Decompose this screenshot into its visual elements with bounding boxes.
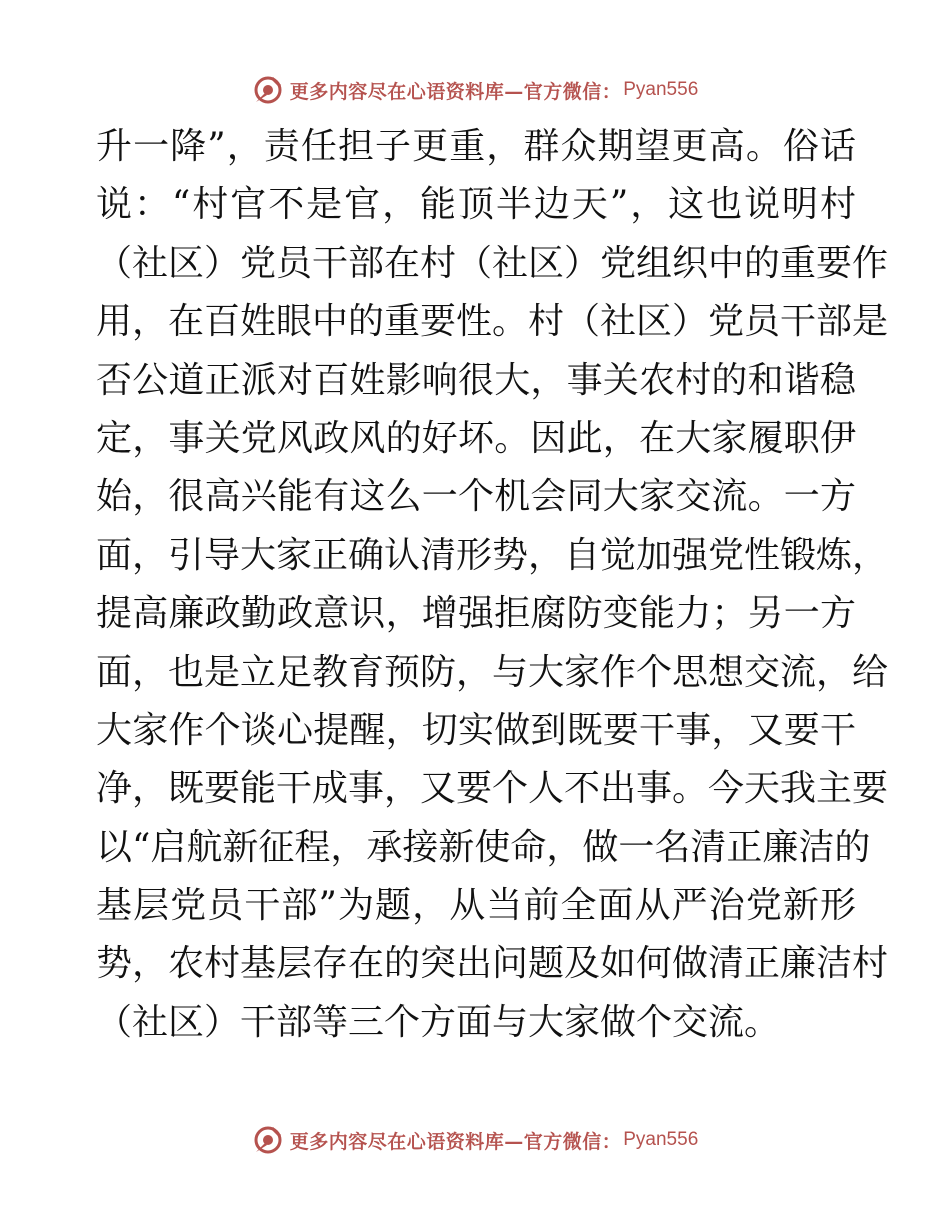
red-pen-logo-icon	[252, 74, 284, 106]
body-line: 升一降”，责任担子更重，群众期望更高。俗话	[96, 126, 856, 167]
footer-banner	[0, 1120, 950, 1160]
body-line: 以“启航新征程，承接新使命，做一名清正廉洁的	[96, 826, 871, 868]
body-line: 净，既要能干成事，又要个人不出事。今天我主要	[96, 768, 889, 810]
body-line: （社区）干部等三个方面与大家做个交流。	[96, 1001, 781, 1043]
footer-text: 更多内容尽在心语资料库—官方微信：	[289, 1130, 622, 1153]
body-line: 提高廉政勤政意识，增强拒腐防变能力；另一方	[96, 593, 856, 635]
header-banner	[0, 70, 950, 110]
body-line: 否公道正派对百姓影响很大，事关农村的和谐稳	[96, 359, 856, 401]
document-body	[96, 118, 889, 1052]
body-line: 大家作个谈心提醒，切实做到既要干事，又要干	[96, 709, 856, 751]
footer-wechat-handle: Pyan556	[623, 1129, 699, 1150]
header-text: 更多内容尽在心语资料库—官方微信：	[289, 80, 622, 103]
body-line: 面，也是立足教育预防，与大家作个思想交流，给	[96, 651, 889, 693]
body-line: 面，引导大家正确认清形势，自觉加强党性锻炼，	[96, 534, 889, 576]
body-line: 定，事关党风政风的好坏。因此，在大家履职伊	[96, 417, 856, 459]
body-line: 基层党员干部”为题，从当前全面从严治党新形	[96, 885, 856, 927]
body-line: 始，很高兴能有这么一个机会同大家交流。一方	[96, 476, 856, 518]
header-wechat-handle: Pyan556	[623, 79, 699, 100]
body-line: 势，农村基层存在的突出问题及如何做清正廉洁村	[96, 943, 889, 985]
red-pen-logo-icon	[252, 1124, 284, 1156]
body-line: 用，在百姓眼中的重要性。村（社区）党员干部是	[96, 301, 889, 343]
body-line: （社区）党员干部在村（社区）党组织中的重要作	[96, 242, 889, 284]
body-line: 说：“村官不是官，能顶半边天”，这也说明村	[96, 184, 856, 226]
